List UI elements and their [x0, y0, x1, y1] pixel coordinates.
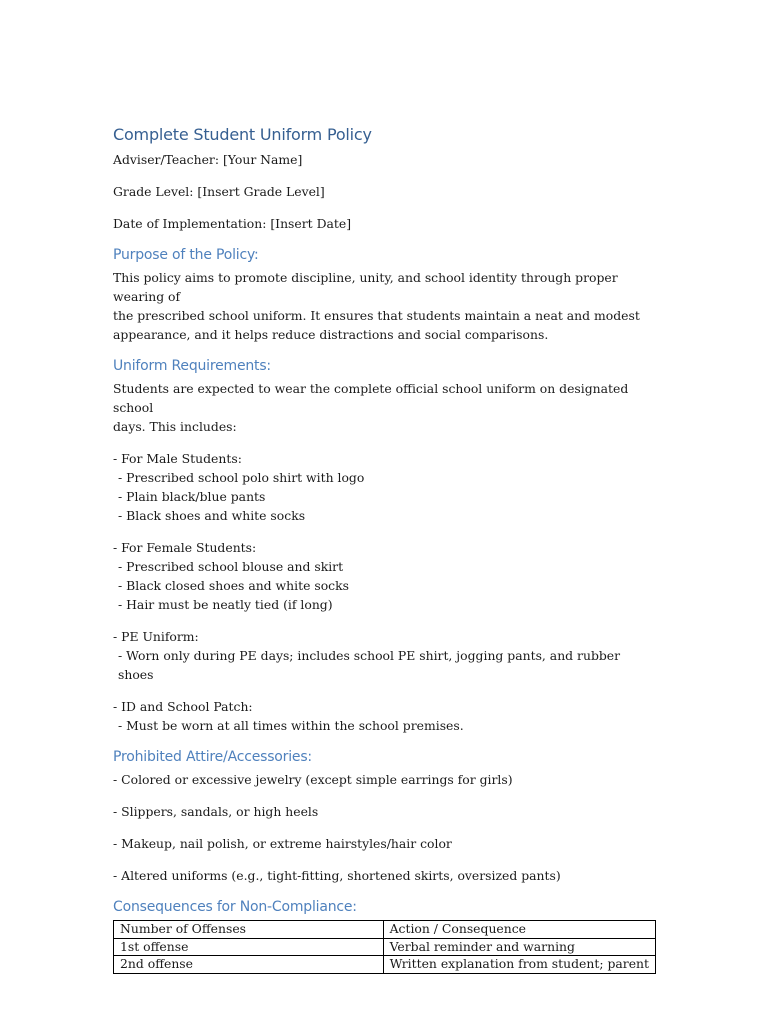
- table-header-row: [114, 921, 656, 939]
- document-page: [113, 124, 653, 974]
- purpose-line: the prescribed school uniform. It ensures that students maintain a neat and modest: [113, 308, 640, 323]
- pe-requirements: [113, 627, 653, 684]
- list-item: - Black closed shoes and white socks: [118, 578, 349, 593]
- list-item: - Worn only during PE days; includes school PE shirt, jogging pants, and rubber shoes: [118, 648, 621, 682]
- list-item: - Hair must be neatly tied (if long): [118, 597, 333, 612]
- prohibited-heading: Prohibited Attire/Accessories:: [113, 749, 312, 765]
- list-item: - Black shoes and white socks: [118, 508, 306, 523]
- requirements-heading: Uniform Requirements:: [113, 358, 271, 374]
- id-requirements: [113, 697, 653, 735]
- female-label: - For Female Students:: [113, 540, 257, 555]
- intro-line: Students are expected to wear the complete official school uniform on designated school: [113, 381, 629, 415]
- prohibited-item: - Slippers, sandals, or high heels: [113, 804, 319, 819]
- grade-line: Grade Level: [Insert Grade Level]: [113, 184, 325, 199]
- purpose-line: This policy aims to promote discipline, unity, and school identity through proper wearing of: [113, 270, 618, 304]
- list-item: - Prescribed school blouse and skirt: [118, 559, 344, 574]
- male-requirements: [113, 449, 653, 525]
- table-cell: Verbal reminder and warning: [383, 938, 655, 956]
- table-header-cell: Action / Consequence: [383, 921, 655, 939]
- consequences-heading: Consequences for Non-Compliance:: [113, 899, 357, 915]
- purpose-heading: Purpose of the Policy:: [113, 247, 259, 263]
- table-cell: 1st offense: [114, 938, 384, 956]
- document-title: Complete Student Uniform Policy: [113, 125, 372, 144]
- prohibited-item: - Makeup, nail polish, or extreme hairstyles/hair color: [113, 836, 452, 851]
- prohibited-item: - Altered uniforms (e.g., tight-fitting, shortened skirts, oversized pants): [113, 868, 561, 883]
- table-row: [114, 956, 656, 974]
- id-label: - ID and School Patch:: [113, 699, 253, 714]
- table-header-cell: Number of Offenses: [114, 921, 384, 939]
- date-line: Date of Implementation: [Insert Date]: [113, 216, 352, 231]
- pe-label: - PE Uniform:: [113, 629, 199, 644]
- intro-line: days. This includes:: [113, 419, 237, 434]
- table-cell: 2nd offense: [114, 956, 384, 974]
- purpose-line: appearance, and it helps reduce distractions and social comparisons.: [113, 327, 549, 342]
- adviser-line: Adviser/Teacher: [Your Name]: [113, 152, 303, 167]
- purpose-paragraph: [113, 268, 653, 344]
- table-cell: Written explanation from student; parent: [383, 956, 655, 974]
- table-row: [114, 938, 656, 956]
- list-item: - Prescribed school polo shirt with logo: [118, 470, 365, 485]
- list-item: - Must be worn at all times within the school premises.: [118, 718, 464, 733]
- prohibited-item: - Colored or excessive jewelry (except simple earrings for girls): [113, 772, 513, 787]
- male-label: - For Male Students:: [113, 451, 242, 466]
- list-item: - Plain black/blue pants: [118, 489, 266, 504]
- consequences-table: [113, 920, 656, 974]
- requirements-intro: [113, 379, 653, 436]
- female-requirements: [113, 538, 653, 614]
